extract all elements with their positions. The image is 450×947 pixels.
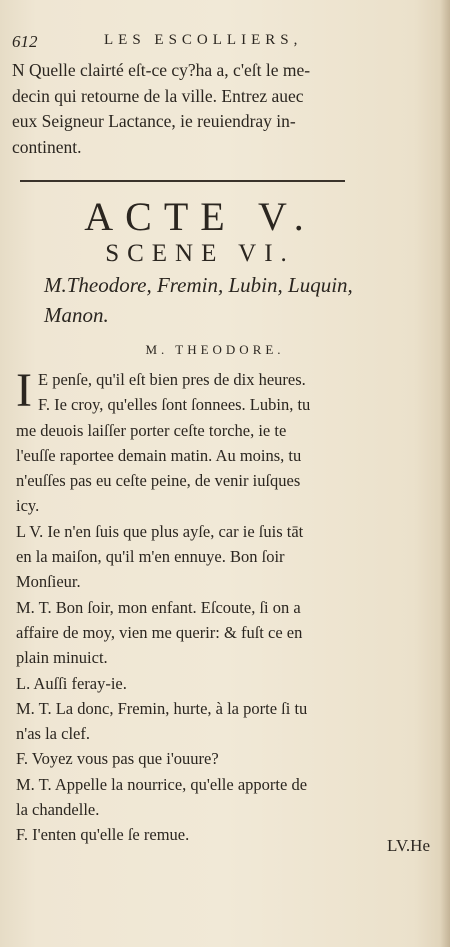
- text-line: plain minuict.: [16, 648, 108, 668]
- text-line: en la maiſon, qu'il m'en ennuye. Bon ſoir: [16, 547, 285, 567]
- intro-paragraph: [12, 58, 438, 160]
- text-line: la chandelle.: [16, 800, 100, 820]
- scene-heading: SCENE VI.: [105, 240, 295, 267]
- section-rule: [20, 180, 345, 182]
- page-edge-shadow: [440, 0, 450, 947]
- drop-cap: I: [16, 364, 32, 417]
- speaker-heading: M. THEODORE.: [145, 342, 285, 357]
- text-line: n'euſſes pas eu ceſte peine, de venir iuſques: [16, 471, 301, 491]
- cast-line: M.Theodore, Fremin, Lubin, Luquin,: [44, 273, 353, 297]
- text-line: n'as la clef.: [16, 724, 90, 744]
- catchword: LV.He: [387, 836, 430, 855]
- text-line: L V. Ie n'en ſuis que plus ayſe, car ie ſuis tāt: [16, 521, 304, 541]
- text-line: me deuois laiſſer porter ceſte torche, ie te: [16, 420, 287, 440]
- text-line: F. Ie croy, qu'elles ſont ſonnees. Lubin, tu: [37, 395, 311, 415]
- text-line: N Quelle clairté eſt-ce cy?ha a, c'eſt le me-: [12, 60, 311, 80]
- text-line: M. T. Bon ſoir, mon enfant. Eſcoute, ſi on a: [16, 597, 301, 617]
- text-line: affaire de moy, vien me querir: & fuſt ce en: [16, 622, 303, 642]
- text-line: M. T. La donc, Fremin, hurte, à la porte ſi tu: [16, 698, 308, 718]
- text-line: M. T. Appelle la nourrice, qu'elle apporte de: [16, 774, 308, 794]
- text-line: E penſe, qu'il eſt bien pres de dix heures.: [37, 370, 306, 389]
- text-line: F. Voyez vous pas que i'ouure?: [16, 749, 219, 769]
- text-line: L. Auſſi feray-ie.: [16, 673, 127, 693]
- text-line: Monſieur.: [16, 572, 81, 592]
- text-line: l'euſſe raportee demain matin. Au moins, tu: [16, 445, 302, 465]
- page-number: 612: [12, 32, 38, 51]
- cast-list: [44, 270, 438, 330]
- text-line: F. I'enten qu'elle ſe remue.: [16, 825, 190, 845]
- act-heading: ACTE V.: [84, 194, 316, 239]
- dialogue-body: [16, 364, 440, 848]
- page-header: [12, 32, 436, 54]
- text-line: continent.: [12, 136, 82, 157]
- text-line: eux Seigneur Lactance, ie reuiendray in-: [12, 111, 296, 131]
- running-head: LES ESCOLLIERS,: [104, 32, 303, 48]
- text-line: icy.: [16, 496, 40, 516]
- cast-line: Manon.: [44, 303, 109, 327]
- text-line: decin qui retourne de la ville. Entrez auec: [12, 85, 304, 106]
